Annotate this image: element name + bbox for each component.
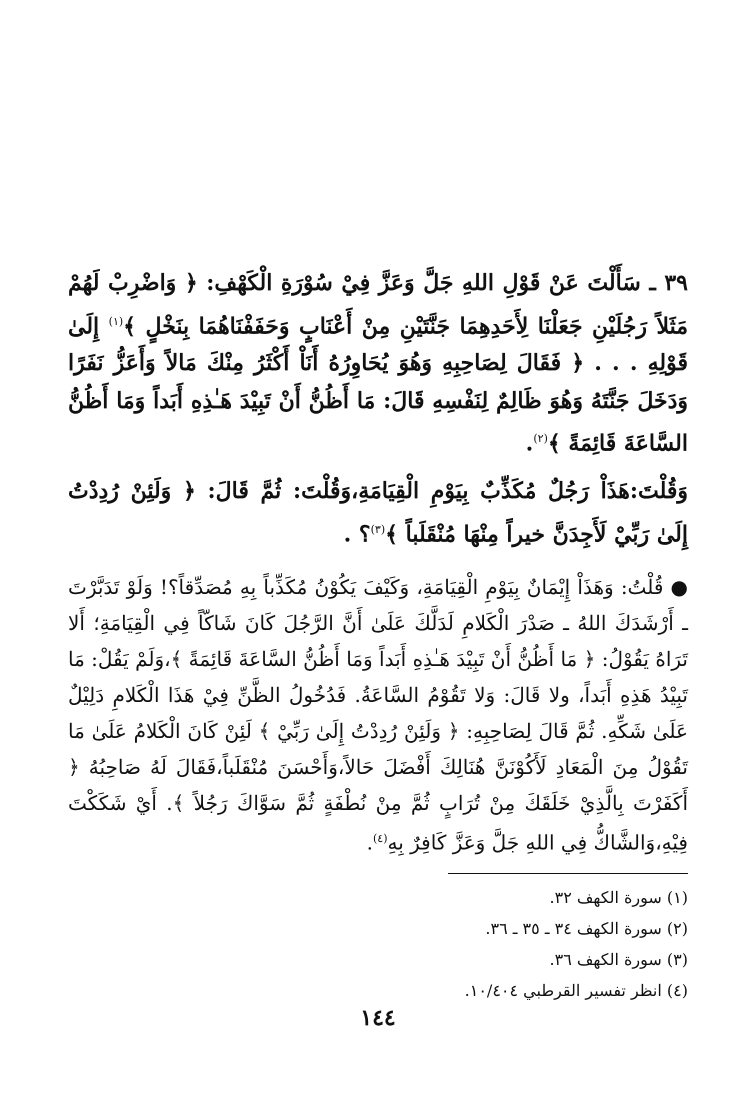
footnote: (٤) انظر تفسير القرطبي ١٠/٤٠٤.	[464, 981, 688, 1000]
answer-end: .	[366, 831, 373, 856]
question-number: ٣٩ ـ	[649, 270, 688, 296]
question-text: سَأَلْتَ عَنْ قَوْلِ اللهِ جَلَّ وَعَزَّ فِيْ سُوْرَةِ الْكَهْفِ: ﴿ وَاضْرِبْ لَهُمْ مَثَلاً رَجُلَيْنِ جَعَلْنَا لِأَحَدِهِمَا جَنَّتَيْنِ مِنْ أَعْنَابٍ وَحَفَفْنَاهُمَا بِنَخْلٍ ﴾	[68, 270, 688, 339]
footnote-marker-1: (١)	[108, 314, 124, 328]
question-end: .	[525, 430, 534, 457]
footnote-divider	[448, 873, 688, 874]
second-paragraph	[68, 473, 688, 553]
footnote-marker-2: (٢)	[533, 432, 548, 446]
second-paragraph-end: ؟ .	[343, 520, 371, 547]
second-paragraph-text: وَقُلْتَ:هَذَاْ رَجُلٌ مُكَذِّبٌ بِيَوْمِ الْقِيَامَةِ،وَقُلْتَ: ثُمَّ قَالَ: ﴿ وَلَئِنْ رُدِدْتُ إِلَىٰ رَبِّيْ لَأَجِدَنَّ خيراً مِنْهَا مُنْقَلَباً ﴾	[68, 478, 688, 547]
question-paragraph	[68, 265, 688, 463]
footnote: (٢) سورة الكهف ٣٤ ـ ٣٥ ـ ٣٦.	[485, 919, 688, 938]
footnote: (٣) سورة الكهف ٣٦.	[549, 950, 688, 969]
footnote-marker-3: (٣)	[370, 522, 386, 536]
main-text	[68, 265, 688, 871]
footnotes	[68, 882, 688, 1006]
answer-paragraph	[68, 569, 688, 861]
answer-text: ● قُلْتُ: وَهَذَاْ إِيْمَانٌ بِيَوْمِ الْقِيَامَةِ، وَكَيْفَ يَكُوْنُ مُكَذِّباً بِهِ مُصَدِّقاً؟! وَلَوْ تَدَبَّرْتَ ـ أَرْشَدَكَ اللهُ ـ صَدْرَ الْكَلامِ لَدَلَّكَ عَلَىٰ أَنَّ الرَّجُلَ كَانَ شَاكّاً فِي الْقِيَامَةِ؛ أَلا تَرَاهُ يَقُوْلُ: ﴿ مَا أَظُنُّ أَنْ تَبِيْدَ هَـٰذِهِ أَبَداً وَمَا أَظُنُّ السَّاعَةَ قَائِمَةً ﴾،وَلَمْ يَقُلْ: مَا تَبِيْدُ هَذِهِ أَبَداً، ولا قَالَ: وَلا تَقُوْمُ السَّاعَةُ. فَدُخُولُ الظَّنِّ فِيْ هَذَا الْكَلامِ دَلِيْلٌ عَلَىٰ شَكِّهِ. ثُمَّ قَالَ لِصَاحِبِهِ: ﴿ وَلَئِنْ رُدِدْتُ إِلَىٰ رَبِّيْ ﴾ لَئِنْ كَانَ الْكَلامُ عَلَىٰ مَا تَقُوْلُ مِنَ الْمَعَادِ لَأَكُوْنَنَّ هُنَالِكَ أَفْضَلَ حَالاً،وَأَحْسَنَ مُنْقَلَباً،فَقَالَ لَهُ صَاحِبُهُ ﴿ أَكَفَرْتَ بِالَّذِيْ خَلَقَكَ مِنْ تُرَابٍ ثُمَّ مِنْ نُطْفَةٍ ثُمَّ سَوَّاكَ رَجُلاً ﴾. أَيْ شَكَكْتَ فِيْهِ،وَالشَّاكُّ فِي اللهِ جَلَّ وَعَزَّ كَافِرٌ بِهِ	[68, 575, 688, 856]
page-number: ١٤٤	[360, 1005, 396, 1031]
footnote-marker-4: (٤)	[372, 832, 388, 846]
question-text-continued: إِلَىٰ قَوْلِهِ . . . ﴿ فَقَالَ لِصَاحِبِهِ وَهُوَ يُحَاوِرُهُ أَنَاْ أَكْثَرُ مِنْكَ مَالاً وَأَعَزُّ نَفَرًا وَدَخَلَ جَنَّتَهُ وَهُوَ ظَالِمٌ لِنَفْسِهِ قَالَ: مَا أَظُنُّ أَنْ تَبِيْدَ هَـٰذِهِ أَبَداً وَمَا أَظُنُّ السَّاعَةَ قَائِمَةً ﴾	[68, 312, 688, 457]
footnote: (١) سورة الكهف ٣٢.	[549, 888, 688, 907]
